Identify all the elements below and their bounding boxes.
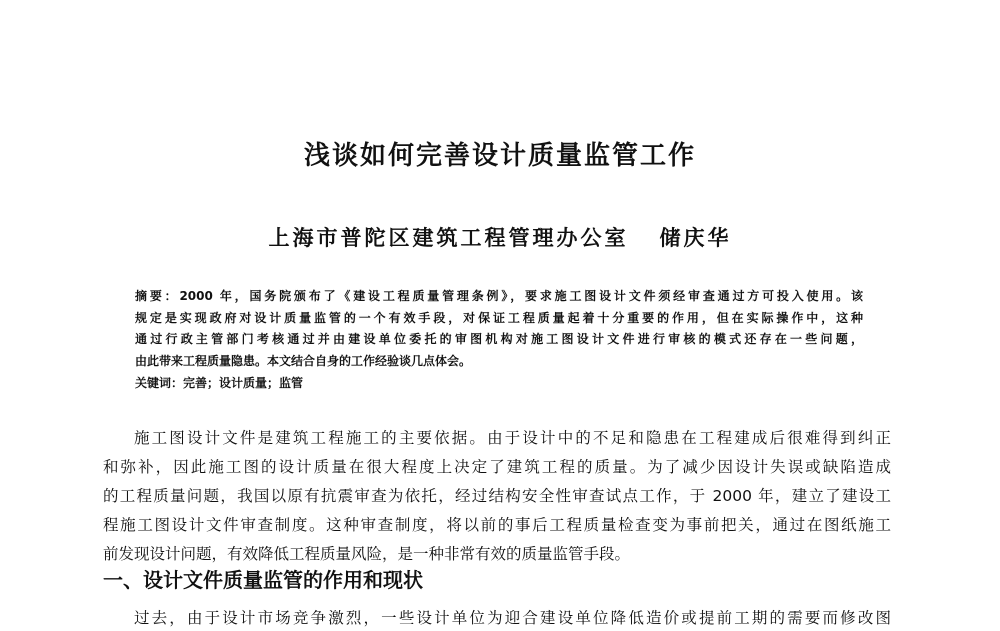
abstract-line: 摘要：2000 年，国务院颁布了《建设工程质量管理条例》，要求施工图设计文件须经审查通过方可投入使用。该 (135, 289, 863, 303)
section-heading: 一、设计文件质量监管的作用和现状 (103, 568, 423, 592)
author-affiliation: 上海市普陀区建筑工程管理办公室 储庆华 (268, 225, 732, 250)
body-paragraph-section1 (103, 604, 891, 631)
body-paragraph-intro (103, 424, 891, 569)
body-line: 过去，由于设计市场竞争激烈，一些设计单位为迎合建设单位降低造价或提前工期的需要而修改图 (134, 609, 891, 627)
paper-title: 浅谈如何完善设计质量监管工作 (303, 141, 696, 171)
body-line: 施工图设计文件是建筑工程施工的主要依据。由于设计中的不足和隐患在工程建成后很难得到纠正 (134, 429, 891, 447)
keywords: 关键词：完善；设计质量；监管 (135, 376, 304, 390)
abstract-line: 通过行政主管部门考核通过并由建设单位委托的审图机构对施工图设计文件进行审核的模式还存在一些问题， (135, 332, 863, 346)
body-line: 的工程质量问题，我国以原有抗震审查为依托，经过结构安全性审查试点工作，于 2000 年，建立了建设工 (103, 487, 891, 505)
abstract-line: 由此带来工程质量隐患。本文结合自身的工作经验谈几点体会。 (135, 353, 472, 368)
abstract (135, 286, 863, 372)
body-line: 程施工图设计文件审查制度。这种审查制度，将以前的事后工程质量检查变为事前把关，通过在图纸施工 (103, 516, 891, 534)
body-line: 前发现设计问题，有效降低工程质量风险，是一种非常有效的质量监管手段。 (103, 545, 631, 563)
abstract-line: 规定是实现政府对设计质量监管的一个有效手段，对保证工程质量起着十分重要的作用，但在实际操作中，这种 (135, 310, 863, 325)
body-line: 和弥补，因此施工图的设计质量在很大程度上决定了建筑工程的质量。为了减少因设计失误或缺陷造成 (103, 458, 891, 476)
